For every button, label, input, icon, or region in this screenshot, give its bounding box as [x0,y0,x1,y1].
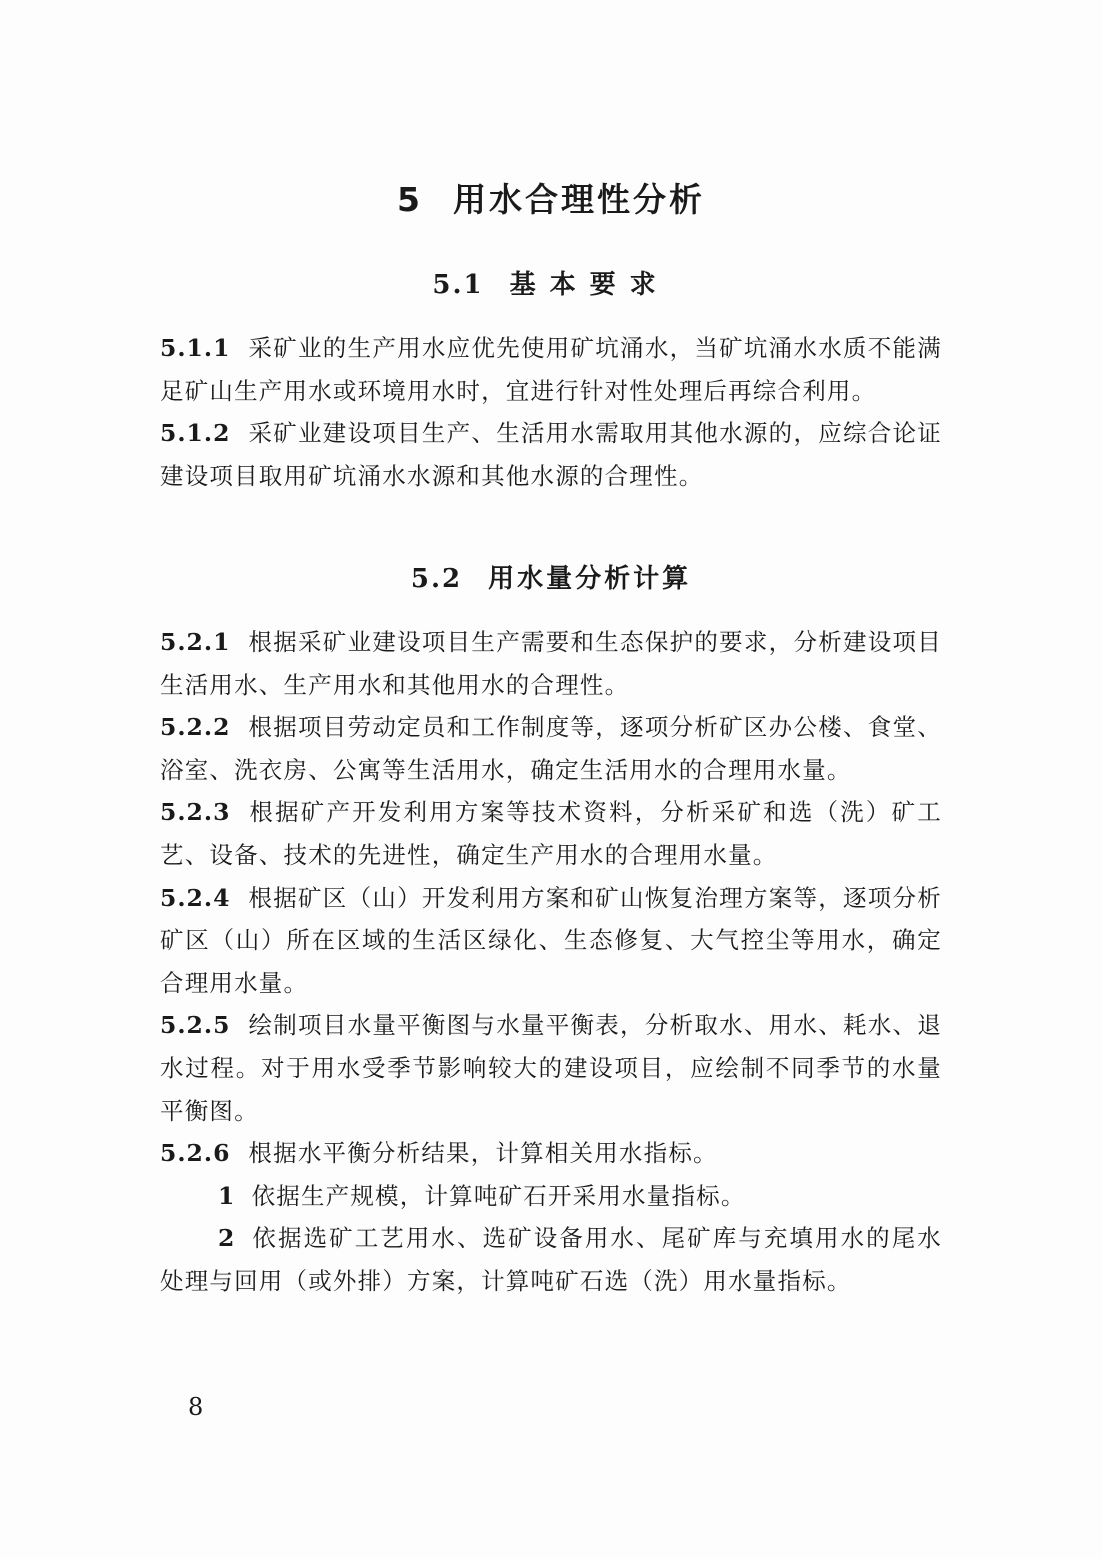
section-number: 5.1 [432,270,484,300]
clause-5-2-4 [160,877,942,1005]
clause-text: 采矿业建设项目生产、生活用水需取用其他水源的，应综合论证建设项目取用矿坑涌水水源和其他水源的合理性。 [160,419,942,490]
clause-number: 5.2.3 [160,798,231,827]
page-number: 8 [188,1393,204,1421]
clause-5-2-1 [160,621,942,706]
clause-number: 5.2.6 [160,1139,231,1168]
clause-5-2-3 [160,791,942,876]
section-5-1-body [160,327,942,497]
clause-number: 5.2.1 [160,628,231,656]
chapter-title [0,178,1102,222]
clause-5-1-1 [160,327,942,412]
list-item-2 [160,1217,942,1302]
clause-text: 绘制项目水量平衡图与水量平衡表，分析取水、用水、耗水、退水过程。对于用水受季节影响较大的建设项目，应绘制不同季节的水量平衡图。 [160,1011,942,1125]
clause-text: 根据矿产开发利用方案等技术资料，分析采矿和选（洗）矿工艺、设备、技术的先进性，确定生产用水的合理用水量。 [160,798,942,869]
clause-number: 5.1.2 [160,419,231,448]
clause-number: 5.2.2 [160,713,231,742]
list-item-1 [160,1175,942,1218]
clause-number: 5.1.1 [160,334,231,362]
section-title-text: 用水量分析计算 [488,564,692,594]
clause-number: 5.2.5 [160,1011,231,1040]
item-text: 依据生产规模，计算吨矿石开采用水量指标。 [251,1181,746,1210]
clause-5-2-6 [160,1132,942,1175]
clause-text: 采矿业的生产用水应优先使用矿坑涌水，当矿坑涌水水质不能满足矿山生产用水或环境用水时，宜进行针对性处理后再综合利用。 [160,334,942,405]
item-number: 1 [218,1181,236,1210]
item-number: 2 [218,1224,236,1253]
clause-text: 根据水平衡分析结果，计算相关用水指标。 [248,1139,718,1168]
section-title-5-1 [0,267,1102,303]
clause-5-2-2 [160,706,942,791]
clause-text: 根据矿区（山）开发利用方案和矿山恢复治理方案等，逐项分析矿区（山）所在区域的生活区绿化、生态修复、大气控尘等用水，确定合理用水量。 [160,883,942,997]
clause-text: 根据采矿业建设项目生产需要和生态保护的要求，分析建设项目生活用水、生产用水和其他用水的合理性。 [160,628,942,699]
clause-5-2-5 [160,1004,942,1132]
item-text: 依据选矿工艺用水、选矿设备用水、尾矿库与充填用水的尾水处理与回用（或外排）方案，计算吨矿石选（洗）用水量指标。 [160,1224,942,1295]
chapter-title-text: 用水合理性分析 [452,180,705,219]
chapter-number: 5 [397,180,423,219]
section-5-2-body [160,621,942,1303]
section-title-text: 基本要求 [509,270,670,300]
clause-number: 5.2.4 [160,883,231,912]
section-title-5-2 [0,561,1102,597]
clause-text: 根据项目劳动定员和工作制度等，逐项分析矿区办公楼、食堂、浴室、洗衣房、公寓等生活用水，确定生活用水的合理用水量。 [160,713,942,784]
clause-5-1-2 [160,412,942,497]
section-number: 5.2 [410,564,463,594]
